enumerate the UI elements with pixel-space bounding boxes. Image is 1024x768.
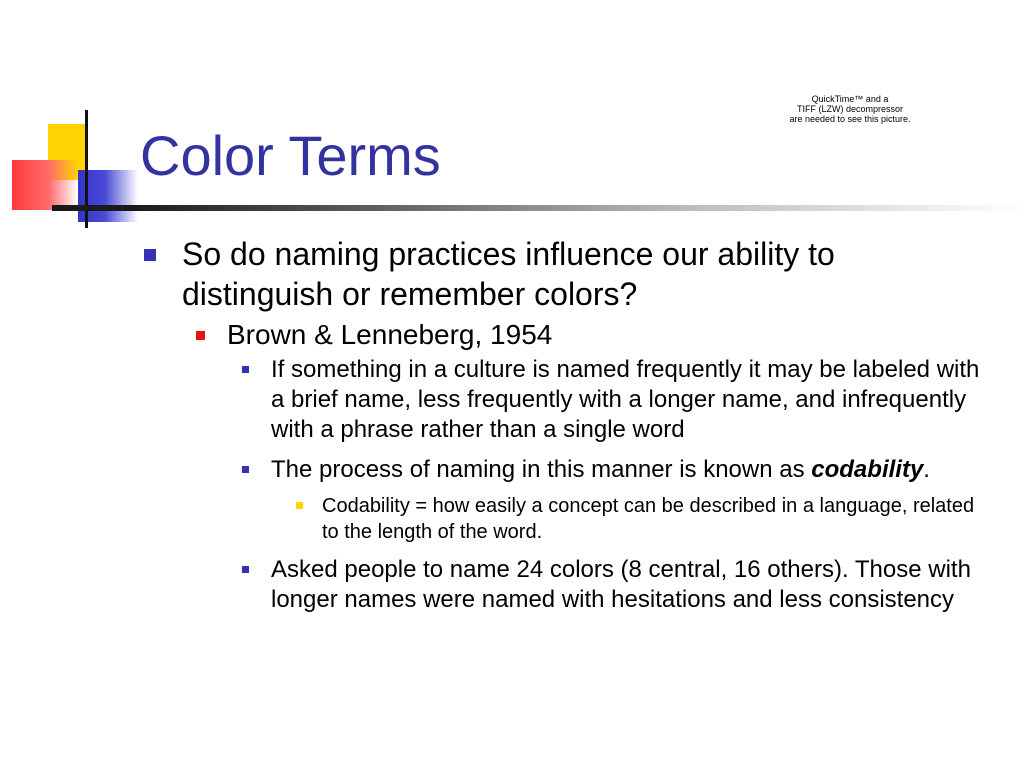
slide-body (140, 226, 980, 615)
bullet-text: Brown & Lenneberg, 1954 (227, 319, 553, 350)
bullet-text: Codability = how easily a concept can be described in a language, related to the length of the word. (322, 495, 975, 543)
square-bullet-icon (296, 502, 303, 509)
bullet-text: So do naming practices influence our ability to distinguish or remember colors? (182, 236, 835, 312)
logo-red-square (12, 160, 78, 210)
square-bullet-icon (242, 566, 249, 573)
square-bullet-icon (144, 249, 156, 261)
quicktime-notice-line: are needed to see this picture. (789, 114, 911, 124)
quicktime-notice-line: TIFF (LZW) decompressor (796, 104, 903, 114)
bullet-codability-definition (279, 493, 980, 545)
bullet-text: Asked people to name 24 colors (8 central, 16 others). Those with longer names were named with hesitations and less consistency (271, 556, 971, 613)
bullet-study (188, 318, 980, 352)
bullet-text-suffix: . (923, 456, 930, 483)
bullet-question (140, 234, 980, 314)
quicktime-notice-line: QuickTime™ and a (811, 94, 889, 104)
quicktime-notice (770, 94, 930, 124)
square-bullet-icon (242, 366, 249, 373)
slide-title: Color Terms (140, 124, 441, 187)
square-bullet-icon (242, 466, 249, 473)
square-bullet-icon (196, 331, 205, 340)
codability-term: codability (811, 456, 924, 483)
bullet-text: The process of naming in this manner is known as (271, 456, 812, 483)
bullet-experiment (228, 555, 980, 615)
bullet-text: If something in a culture is named frequently it may be labeled with a brief name, less frequently with a longer name, and infrequently with a phrase rather than a single word (271, 356, 980, 443)
bullet-frequency-point (228, 355, 980, 445)
title-underline (52, 205, 1024, 211)
bullet-process (228, 455, 980, 485)
